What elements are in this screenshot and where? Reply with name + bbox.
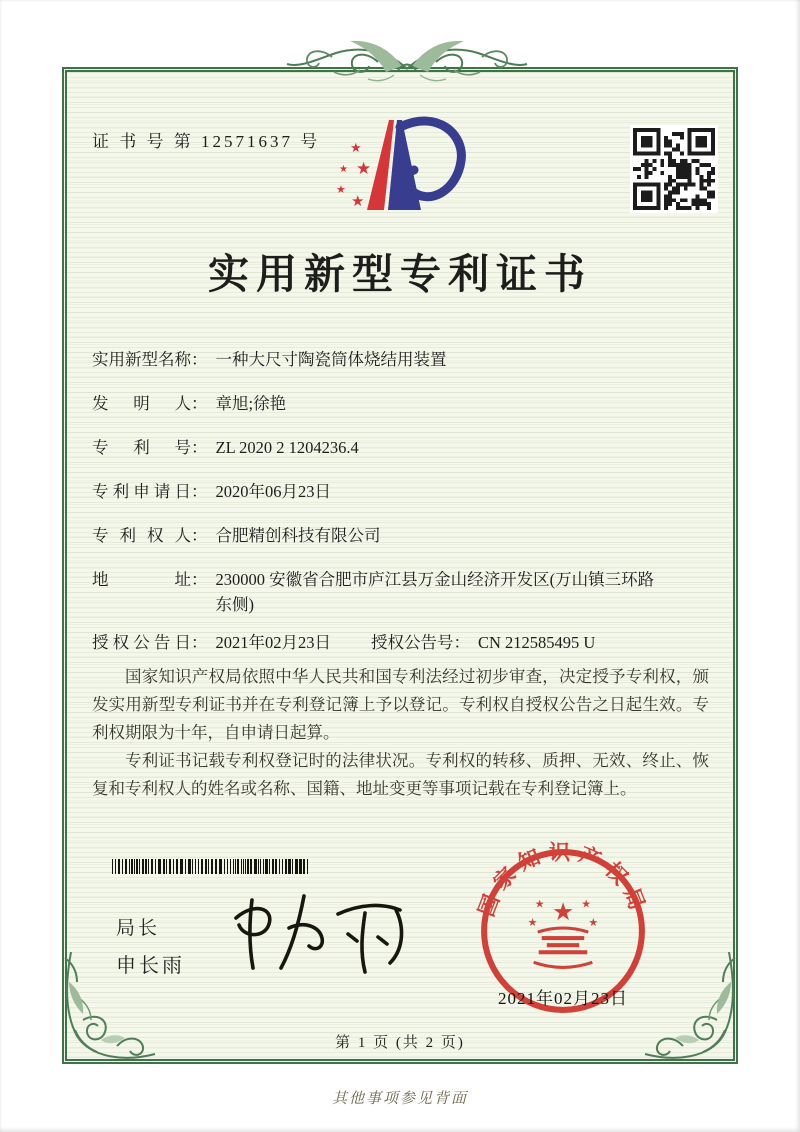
field-row-filing-date [92,479,712,504]
field-row-patent-number [92,435,712,460]
field-row-patentee [92,523,712,548]
commissioner-name: 申长雨 [116,955,185,977]
field-value: CN 212585495 U [478,633,596,652]
field-value: 2020年06月23日 [215,482,331,501]
field-value: 章旭;徐艳 [215,394,287,413]
field-label: 授权公告号 [371,633,454,652]
field-colon: ： [191,350,208,369]
field-label: 实用新型名称 [92,350,191,369]
commissioner-title: 局长 [116,918,161,939]
cnipa-patent-logo-icon [336,114,468,218]
svg-text:★: ★ [552,898,574,926]
field-value: 230000 安徽省合肥市庐江县万金山经济开发区(万山镇三环路东侧) [215,570,655,614]
legal-paragraph-2: 专利证书记载专利权登记时的法律状况。专利权的转移、质押、无效、终止、恢复和专利权人的姓名或名称、国籍、地址变更等事项记载在专利登记簿上。 [92,751,709,798]
field-colon: ： [191,394,208,413]
field-colon: ： [191,633,208,652]
certificate-number: 证 书 号 第 12571637 号 [92,132,321,151]
field-row-inventor [92,391,712,416]
reverse-side-note: 其他事项参见背面 [331,1091,468,1107]
svg-text:★: ★ [336,184,346,196]
svg-text:★: ★ [588,916,599,929]
field-list [92,347,712,674]
field-label: 专利权人 [92,526,191,545]
field-value: 一种大尺寸陶瓷筒体烧结用装置 [215,350,447,369]
field-label: 发明人 [92,394,191,413]
seal-national-emblem-icon [528,899,599,968]
svg-text:★: ★ [534,898,545,911]
field-row-utility-model-name [92,347,712,372]
svg-text:★: ★ [356,159,372,178]
field-colon: ： [453,633,470,652]
barcode [112,859,310,874]
field-pair-grant-number [371,630,595,655]
legal-text [92,663,709,803]
field-row-grant [92,630,712,655]
svg-text:★: ★ [581,898,592,911]
field-value: 合肥精创科技有限公司 [215,526,381,545]
field-label: 地址 [92,570,191,589]
svg-text:★: ★ [339,164,348,175]
legal-paragraph-1: 国家知识产权局依照中华人民共和国专利法经过初步审查，决定授予专利权，颁发实用新型专利证书并在专利登记簿上予以登记。专利权自授权公告之日起生效。专利权期限为十年，自申请日起算。 [92,667,709,742]
top-flourish-ornament [286,33,528,97]
field-colon: ： [191,526,208,545]
seal-ring-text: 国家知识产权局 [474,840,652,920]
field-colon: ： [191,482,208,501]
field-value: ZL 2020 2 1204236.4 [215,438,359,457]
svg-text:★: ★ [351,194,365,210]
field-value: 2021年02月23日 [215,633,331,652]
svg-text:★: ★ [350,140,362,155]
certificate-title: 实用新型专利证书 [208,251,592,297]
qr-code-icon [630,125,718,213]
field-colon: ： [191,570,208,589]
field-label: 专利申请日 [92,482,191,501]
seal-date: 2021年02月23日 [498,989,628,1008]
svg-text:★: ★ [527,916,538,929]
field-label: 授权公告日 [92,633,191,652]
field-colon: ： [191,438,208,457]
field-row-address [92,567,712,617]
commissioner-signature [222,884,417,982]
field-label: 专利号 [92,438,191,457]
page-number: 第 1 页 (共 2 页) [335,1035,465,1051]
